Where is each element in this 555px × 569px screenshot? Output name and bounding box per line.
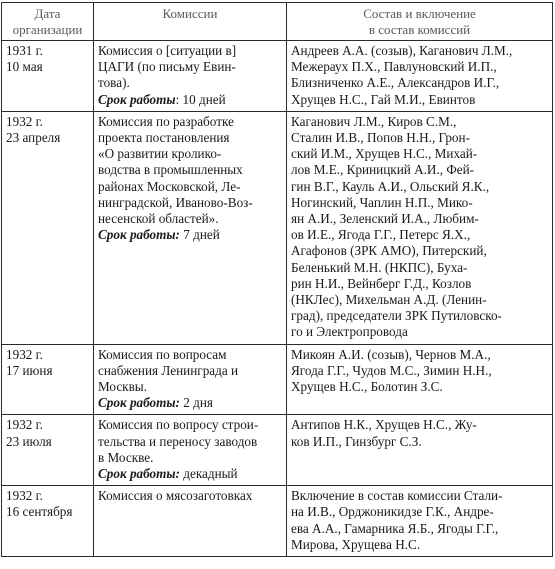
table-header <box>2 3 553 41</box>
header-composition-line: Состав и включение <box>363 6 476 21</box>
composition-cell <box>287 41 553 112</box>
table-row <box>2 41 553 112</box>
composition-line: Близниченко А.Е., Александров И.Г., <box>291 75 500 91</box>
term-value: 2 дня <box>179 395 213 411</box>
term-line <box>98 395 282 411</box>
header-date-line: Дата <box>34 6 61 21</box>
commissions-table <box>1 2 553 557</box>
commission-line: Комиссия по вопросам <box>98 346 227 362</box>
commission-line: Комиссия по вопросу строи- <box>98 417 259 433</box>
table-row <box>2 415 553 486</box>
commission-line: районах Московской, Ле- <box>98 178 241 194</box>
header-composition-line: в состав комиссий <box>368 21 471 37</box>
commission-line: снабжения Ленинграда и <box>98 362 239 378</box>
date-cell <box>2 344 94 415</box>
date-line: 10 мая <box>6 59 43 75</box>
composition-line: Микоян А.И. (созыв), Чернов М.А., <box>291 346 491 362</box>
commission-line: водства в промышленных <box>98 162 243 178</box>
composition-line: Межераух П.Х., Павлуновский И.П., <box>291 59 497 75</box>
commission-line: Москвы. <box>98 379 147 395</box>
date-line: 1932 г. <box>6 113 43 129</box>
composition-line: ков И.П., Гинзбург С.З. <box>291 433 422 449</box>
composition-line: ян А.И., Зеленский И.А., Любим- <box>291 211 479 227</box>
commission-cell <box>94 111 287 344</box>
term-line <box>98 227 282 243</box>
commission-line: това). <box>98 75 130 91</box>
composition-line: ева А.А., Гамарника Я.Б., Ягоды Г.Г., <box>291 520 499 536</box>
date-line: 1932 г. <box>6 417 43 433</box>
composition-line: град), председатели ЗРК Путиловско- <box>291 308 502 324</box>
date-line: 17 июня <box>6 362 53 378</box>
composition-line: Включение в состав комиссии Стали- <box>291 488 503 504</box>
term-label: Срок работы: <box>98 395 180 411</box>
composition-line: Антипов Н.К., Хрущев Н.С., Жу- <box>291 417 477 433</box>
date-cell <box>2 486 94 557</box>
commission-line: тельства и переносу заводов <box>98 433 258 449</box>
composition-line: го и Электропровода <box>291 324 408 340</box>
term-value: 7 дней <box>179 227 220 243</box>
commission-line: несенской областей». <box>98 211 219 227</box>
composition-line: Ногинский, Чаплин Н.П., Мико- <box>291 194 473 210</box>
header-commissions <box>94 3 287 41</box>
composition-line: Мирова, Хрущева Н.С. <box>291 536 421 552</box>
commission-line: Комиссия о [ситуации в] <box>98 43 237 58</box>
commission-line: нинградской, Иваново-Воз- <box>98 194 253 210</box>
table-row <box>2 486 553 557</box>
commission-line: Комиссия о мясозаготовках <box>98 488 253 504</box>
composition-line: Хрущев Н.С., Гай М.И., Евинтов <box>291 91 476 107</box>
composition-line: Ягода Г.Г., Чудов М.С., Зимин Н.Н., <box>291 362 492 378</box>
composition-line: Андреев А.А. (созыв), Каганович Л.М., <box>291 43 513 58</box>
table-row <box>2 344 553 415</box>
date-line: 1931 г. <box>6 43 43 58</box>
composition-cell <box>287 111 553 344</box>
commission-line: ЦАГИ (по письму Евин- <box>98 59 236 75</box>
commission-line: Комиссия по разработке <box>98 113 234 129</box>
date-line: 1932 г. <box>6 346 43 362</box>
header-composition <box>287 3 553 41</box>
commission-line: проекта постановления <box>98 130 230 146</box>
commission-cell <box>94 344 287 415</box>
composition-line: на И.В., Орджоникидзе Г.К., Андре- <box>291 504 494 520</box>
table-body <box>2 41 553 557</box>
composition-line: (НКЛес), Михельман А.Д. (Ленин- <box>291 292 487 308</box>
composition-line: лов М.Е., Криницкий А.И., Фей- <box>291 162 475 178</box>
date-line: 23 апреля <box>6 130 61 146</box>
header-commissions-line: Комиссии <box>162 6 218 21</box>
term-line <box>98 92 282 108</box>
composition-line: ов И.Е., Ягода Г.Г., Петерс Я.Х., <box>291 227 471 243</box>
composition-line: Хрущев Н.С., Болотин З.С. <box>291 379 443 395</box>
header-row <box>2 3 553 41</box>
header-date-line: организации <box>12 21 83 37</box>
commission-line: в Москве. <box>98 449 154 465</box>
commission-cell <box>94 486 287 557</box>
term-value: декадный <box>179 466 238 482</box>
composition-line: Агафонов (ЗРК АМО), Питерский, <box>291 243 487 259</box>
date-line: 1932 г. <box>6 488 43 504</box>
composition-line: Сталин И.В., Попов Н.Н., Грон- <box>291 130 470 146</box>
date-cell <box>2 41 94 112</box>
composition-line: рин Н.И., Вейнберг Г.Д., Козлов <box>291 275 472 291</box>
composition-cell <box>287 486 553 557</box>
composition-cell <box>287 415 553 486</box>
term-value: : 10 дней <box>175 91 226 107</box>
term-line <box>98 466 282 482</box>
date-cell <box>2 415 94 486</box>
date-line: 23 июля <box>6 433 52 449</box>
term-label: Срок работы: <box>98 466 180 482</box>
date-cell <box>2 111 94 344</box>
composition-line: ский И.М., Хрущев Н.С., Михай- <box>291 146 478 162</box>
composition-line: гин В.Г., Кауль А.И., Ольский Я.К., <box>291 178 490 194</box>
composition-line: Беленький М.Н. (НКПС), Буха- <box>291 259 468 275</box>
table-row <box>2 111 553 344</box>
commission-cell <box>94 41 287 112</box>
composition-cell <box>287 344 553 415</box>
commission-line: «О развитии кролико- <box>98 146 222 162</box>
term-label: Срок работы: <box>98 227 180 243</box>
term-label: Срок работы <box>98 91 176 107</box>
composition-line: Каганович Л.М., Киров С.М., <box>291 113 457 129</box>
commission-cell <box>94 415 287 486</box>
date-line: 16 сентября <box>6 504 73 520</box>
header-date <box>2 3 94 41</box>
